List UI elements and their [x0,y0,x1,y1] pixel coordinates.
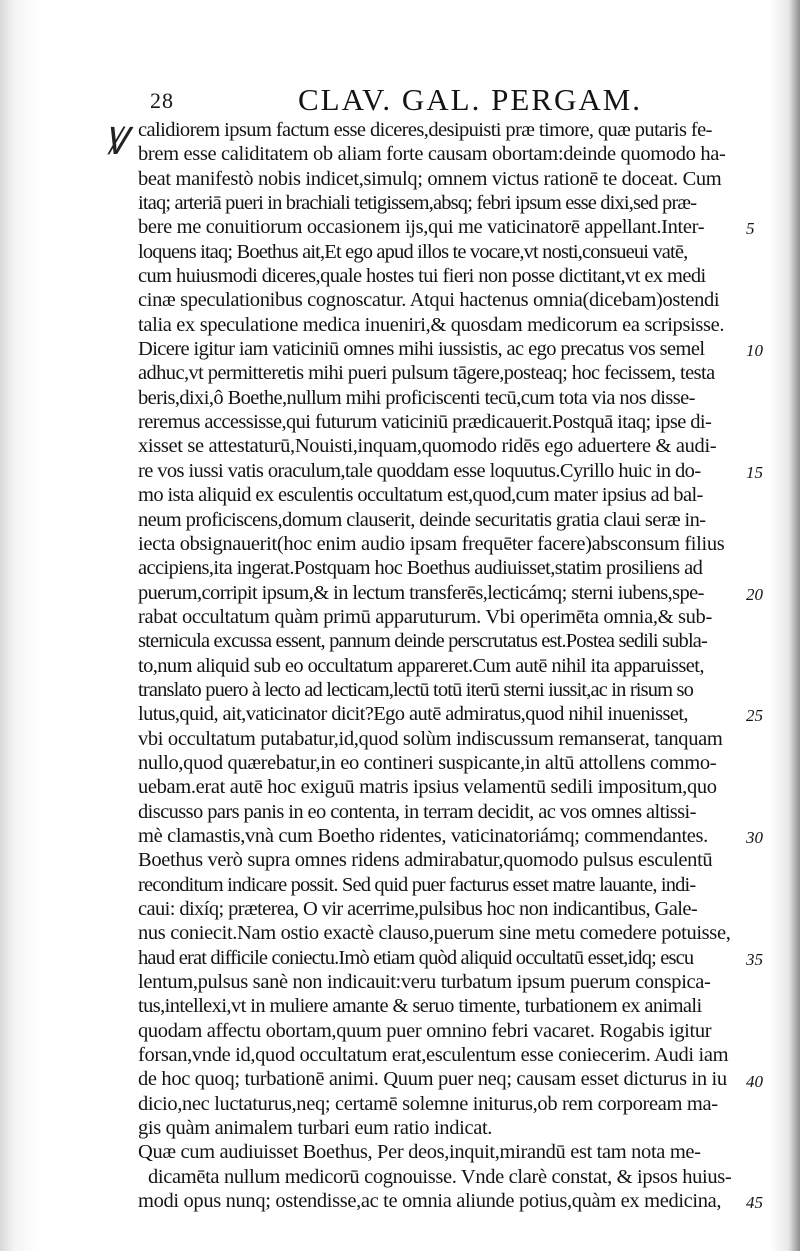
text-line: nullo,quod quærebatur,in eo contineri suspicante,in altū attollens commo- [138,751,717,774]
text-line: cum huiusmodi diceres,quale hostes tui fieri non posse dictitant,vt ex medi [138,265,706,288]
text-line: accipiens,ita ingerat.Postquam hoc Boethus audiuisset,statim prosiliens ad [138,557,703,580]
text-line: haud erat difficile coniectu.Imò etiam quòd aliquid occultatū esset,idq; escu [138,946,694,969]
text-line: modi opus nunq; ostendisse,ac te omnia aliunde potius,quàm ex medicina, [138,1190,722,1213]
text-line: uebam.erat autē hoc exiguū matris ipsius velamentū sedili impositum,quo [138,776,717,799]
text-line: neum proficiscens,domum clauserit, deinde securitatis gratia claui seræ in- [138,508,706,531]
text-line: calidiorem ipsum factum esse diceres,desipuisti præ timore, quæ putaris fe- [138,119,712,141]
text-line: to,num aliquid sub eo occultatum appareret.Cum autē nihil ita apparuisset, [138,654,704,677]
text-line: mo ista aliquid ex esculentis occultatum est,quod,cum mater ipsius ad bal- [138,484,703,507]
line-number: 45 [746,1193,763,1213]
body-text [138,118,742,1213]
text-line: reremus accessisse,qui futurum vaticiniū prædicauerit.Postquā itaq; ipse di- [138,411,712,434]
text-line: Dicere igitur iam vaticiniū omnes mihi iussistis, ac ego precatus vos semel [138,338,705,361]
text-line: lutus,quid, ait,vaticinator dicit?Ego autē admiratus,quod nihil inuenisset, [138,703,688,726]
handwritten-mark: Ꝟ [104,121,128,163]
page-header [0,78,800,118]
text-line: forsan,vnde id,quod occultatum erat,esculentum esse coniecerim. Audi iam [138,1044,729,1067]
text-line: caui: dixíq; præterea, O vir acerrime,pulsibus hoc non indicantibus, Gale- [138,898,698,920]
text-line: sternicula excussa essent, pannum deinde perscrutatus est.Postea sedili subla- [138,630,708,653]
text-line: discusso pars panis in eo contenta, in terram decidit, ac vos omnes altissi- [138,800,696,823]
text-line: mè clamastis,vnà cum Boetho ridentes, vaticinatoriámq; commendantes. [138,824,708,847]
text-line: dicamēta nullum medicorū cognouisse. Vnde clarè constat, & ipsos huius- [148,1165,732,1188]
text-line: gis quàm animalem turbari eum ratio indicat. [138,1117,493,1140]
line-number: 40 [746,1071,763,1091]
text-line: beat manifestò nobis indicet,simulq; omnem victus rationē te doceat. Cum [138,167,722,190]
line-number: 25 [746,706,763,726]
text-line: reconditum indicare possit. Sed quid puer facturus esset matre lauante, indi- [138,873,696,896]
text-line: bere me conuitiorum occasionem ijs,qui me vaticinatorē appellant.Inter- [138,216,705,239]
text-line: dicio,nec luctaturus,neq; certamē solemne initurus,ob rem corpoream ma- [138,1092,718,1115]
text-line: beris,dixi,ô Boethe,nullum mihi proficiscenti tecū,cum tota via nos disse- [138,386,695,409]
text-line: tus,intellexi,vt in muliere amante & seruo timente, turbationem ex animali [138,995,702,1018]
text-line: Quæ cum audiuisset Boethus, Per deos,inquit,mirandū est tam nota me- [138,1141,701,1164]
text-line: adhuc,vt permitteretis mihi pueri pulsum tāgere,posteaq; hoc fecissem, testa [138,362,715,385]
text-line: vbi occultatum putabatur,id,quod solùm indiscussum remanserat, tanquam [138,727,723,750]
line-number: 5 [746,219,755,239]
text-line: translato puero à lecto ad lecticam,lectū totū iterū sterni iussit,ac in risum so [138,678,694,701]
running-head: CLAV. GAL. PERGAM. [298,82,643,117]
text-line: brem esse caliditatem ob aliam forte causam obortam:deinde quomodo ha- [138,143,726,166]
page-number: 28 [150,88,174,113]
line-number: 30 [746,828,763,848]
page-edge-shadow [788,0,800,1251]
text-line: cinæ speculationibus cognoscatur. Atqui hactenus omnia(dicebam)ostendi [138,289,720,312]
text-line: xisset se attestaturū,Nouisti,inquam,quomodo ridēs ego aduertere & audi- [138,435,717,458]
line-number: 20 [746,584,763,604]
text-line: Boethus verò supra omnes ridens admirabatur,quomodo pulsus esculentū [138,849,713,872]
text-line: re vos iussi vatis oraculum,tale quoddam esse loquutus.Cyrillo huic in do- [138,459,701,482]
line-number: 10 [746,341,763,361]
line-number: 15 [746,462,763,482]
text-line: talia ex speculatione medica inueniri,& quosdam medicorum ea scripsisse. [138,313,725,336]
text-line: itaq; arteriā pueri in brachiali tetigissem,absq; febri ipsum esse dixi,sed præ- [138,192,697,215]
text-line: quodam affectu obortam,quum puer omnino febri vacaret. Rogabis igitur [138,1019,712,1042]
text-line: iecta obsignauerit(hoc enim audio ipsam frequēter facere)absconsum filius [138,532,725,555]
text-line: nus coniecit.Nam ostio exactè clauso,puerum sine metu comedere potuisse, [138,922,731,945]
text-line: rabat occultatum quàm primū apparuturum. Vbi operimēta omnia,& sub- [138,605,712,628]
text-line: loquens itaq; Boethus ait,Et ego apud illos te vocare,vt nosti,consueui vatē, [138,240,688,263]
text-line: puerum,corripit ipsum,& in lectum transferēs,lecticámq; sterni iubens,spe- [138,581,704,604]
line-number: 35 [746,949,763,969]
text-line: de hoc quoq; turbationē animi. Quum puer neq; causam esset dicturus in iu [138,1068,727,1091]
text-line: lentum,pulsus sanè non indicauit:veru turbatum ipsum puerum conspica- [138,971,711,994]
